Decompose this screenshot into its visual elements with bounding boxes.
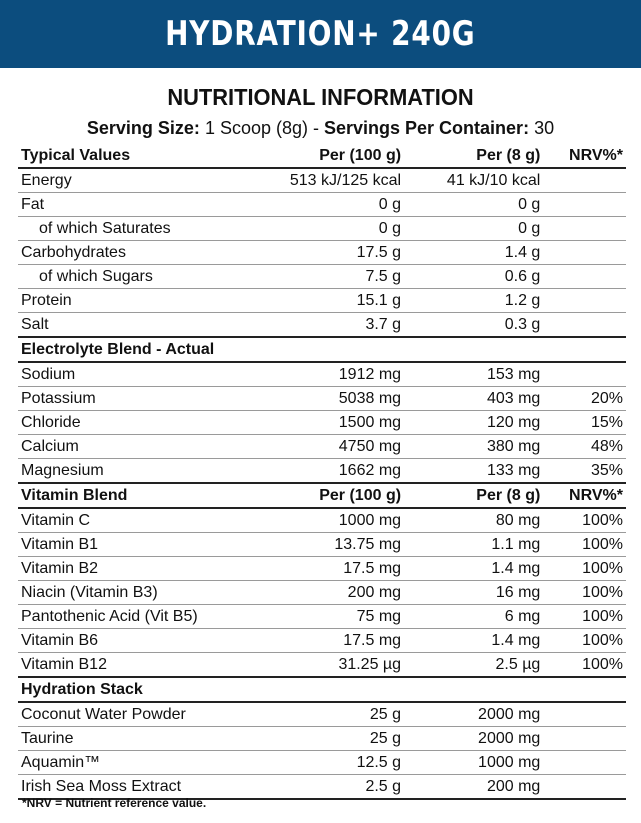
table-row bbox=[18, 605, 626, 629]
row-per-8g: 0.6 g bbox=[405, 265, 544, 289]
row-per-8g: 80 mg bbox=[405, 508, 544, 533]
table-row bbox=[18, 313, 626, 338]
row-per-100g: 2.5 g bbox=[287, 775, 405, 800]
column-header-per-100g: Per (100 g) bbox=[287, 483, 405, 508]
row-name: Energy bbox=[18, 168, 287, 193]
table-row bbox=[18, 241, 626, 265]
table-row bbox=[18, 727, 626, 751]
row-per-8g: 1.2 g bbox=[405, 289, 544, 313]
servings-per-container-value: 30 bbox=[534, 118, 555, 138]
footnote: *NRV = Nutrient reference value. bbox=[22, 796, 207, 810]
section-header-hydration-stack bbox=[18, 677, 626, 702]
row-per-8g: 1.4 mg bbox=[405, 557, 544, 581]
row-name: Vitamin B2 bbox=[18, 557, 287, 581]
row-name: Salt bbox=[18, 313, 287, 338]
row-per-8g: 403 mg bbox=[405, 387, 544, 411]
row-nrv bbox=[544, 702, 626, 727]
servings-per-container-label: Servings Per Container: bbox=[324, 118, 530, 138]
row-per-100g: 0 g bbox=[287, 217, 405, 241]
row-nrv: 48% bbox=[544, 435, 626, 459]
section-header-electrolytes bbox=[18, 337, 626, 362]
table-row bbox=[18, 557, 626, 581]
row-name: Potassium bbox=[18, 387, 287, 411]
row-per-8g: 0 g bbox=[405, 193, 544, 217]
row-name: Irish Sea Moss Extract bbox=[18, 775, 287, 800]
row-per-100g: 25 g bbox=[287, 727, 405, 751]
table-row bbox=[18, 168, 626, 193]
row-per-8g: 380 mg bbox=[405, 435, 544, 459]
row-per-100g: 31.25 µg bbox=[287, 653, 405, 678]
row-name: Calcium bbox=[18, 435, 287, 459]
table-row bbox=[18, 629, 626, 653]
row-per-100g: 12.5 g bbox=[287, 751, 405, 775]
table-header-row bbox=[18, 144, 626, 168]
row-per-100g: 4750 mg bbox=[287, 435, 405, 459]
table-row bbox=[18, 533, 626, 557]
table-row bbox=[18, 265, 626, 289]
row-per-100g: 17.5 g bbox=[287, 241, 405, 265]
section-title: Electrolyte Blend - Actual bbox=[18, 337, 626, 362]
row-name: of which Sugars bbox=[18, 265, 287, 289]
row-nrv: 20% bbox=[544, 387, 626, 411]
row-nrv bbox=[544, 265, 626, 289]
row-per-100g: 513 kJ/125 kcal bbox=[287, 168, 405, 193]
row-per-100g: 0 g bbox=[287, 193, 405, 217]
table-row bbox=[18, 217, 626, 241]
row-nrv bbox=[544, 727, 626, 751]
row-per-8g: 16 mg bbox=[405, 581, 544, 605]
row-per-100g: 1912 mg bbox=[287, 362, 405, 387]
row-per-8g: 6 mg bbox=[405, 605, 544, 629]
row-per-100g: 17.5 mg bbox=[287, 557, 405, 581]
column-header-nrv: NRV%* bbox=[544, 483, 626, 508]
row-nrv: 100% bbox=[544, 581, 626, 605]
section-header-vitamins bbox=[18, 483, 626, 508]
table-row bbox=[18, 508, 626, 533]
row-per-100g: 3.7 g bbox=[287, 313, 405, 338]
table-row bbox=[18, 289, 626, 313]
row-nrv bbox=[544, 241, 626, 265]
row-name: Chloride bbox=[18, 411, 287, 435]
nutrition-table bbox=[18, 144, 626, 800]
row-per-8g: 133 mg bbox=[405, 459, 544, 484]
row-per-100g: 1000 mg bbox=[287, 508, 405, 533]
row-nrv bbox=[544, 217, 626, 241]
row-name: Aquamin™ bbox=[18, 751, 287, 775]
row-nrv bbox=[544, 362, 626, 387]
row-nrv bbox=[544, 168, 626, 193]
row-nrv: 100% bbox=[544, 533, 626, 557]
banner bbox=[0, 0, 641, 68]
page-title: NUTRITIONAL INFORMATION bbox=[167, 84, 474, 110]
row-per-8g: 0 g bbox=[405, 217, 544, 241]
row-nrv bbox=[544, 775, 626, 800]
row-per-8g: 1000 mg bbox=[405, 751, 544, 775]
row-per-8g: 2000 mg bbox=[405, 727, 544, 751]
row-nrv bbox=[544, 313, 626, 338]
row-name: Vitamin C bbox=[18, 508, 287, 533]
serving-size-label: Serving Size: bbox=[86, 118, 200, 138]
row-name: Carbohydrates bbox=[18, 241, 287, 265]
column-header-nrv: NRV%* bbox=[544, 144, 626, 168]
row-per-8g: 1.1 mg bbox=[405, 533, 544, 557]
row-name: Fat bbox=[18, 193, 287, 217]
column-header-per-8g: Per (8 g) bbox=[405, 483, 544, 508]
row-per-8g: 153 mg bbox=[405, 362, 544, 387]
row-name: Coconut Water Powder bbox=[18, 702, 287, 727]
row-per-8g: 120 mg bbox=[405, 411, 544, 435]
table-row bbox=[18, 459, 626, 484]
row-nrv: 100% bbox=[544, 629, 626, 653]
row-per-100g: 17.5 mg bbox=[287, 629, 405, 653]
row-name: Niacin (Vitamin B3) bbox=[18, 581, 287, 605]
row-nrv: 35% bbox=[544, 459, 626, 484]
row-name: Sodium bbox=[18, 362, 287, 387]
row-name: Magnesium bbox=[18, 459, 287, 484]
table-row bbox=[18, 362, 626, 387]
column-header-per-8g: Per (8 g) bbox=[405, 144, 544, 168]
table-row bbox=[18, 581, 626, 605]
row-per-100g: 1500 mg bbox=[287, 411, 405, 435]
row-per-8g: 2.5 µg bbox=[405, 653, 544, 678]
row-nrv: 100% bbox=[544, 653, 626, 678]
column-header-typical-values: Typical Values bbox=[18, 144, 287, 168]
row-nrv bbox=[544, 751, 626, 775]
row-name: Taurine bbox=[18, 727, 287, 751]
row-per-100g: 25 g bbox=[287, 702, 405, 727]
row-per-100g: 200 mg bbox=[287, 581, 405, 605]
row-per-8g: 2000 mg bbox=[405, 702, 544, 727]
section-title: Hydration Stack bbox=[18, 677, 626, 702]
row-per-8g: 41 kJ/10 kcal bbox=[405, 168, 544, 193]
row-per-8g: 1.4 g bbox=[405, 241, 544, 265]
row-per-100g: 75 mg bbox=[287, 605, 405, 629]
table-row bbox=[18, 702, 626, 727]
table-row bbox=[18, 193, 626, 217]
serving-size-value: 1 Scoop (8g) - bbox=[204, 118, 324, 138]
table-row bbox=[18, 751, 626, 775]
row-per-8g: 200 mg bbox=[405, 775, 544, 800]
row-nrv: 100% bbox=[544, 605, 626, 629]
row-name: of which Saturates bbox=[18, 217, 287, 241]
table-row bbox=[18, 653, 626, 678]
row-per-8g: 0.3 g bbox=[405, 313, 544, 338]
row-per-100g: 1662 mg bbox=[287, 459, 405, 484]
row-name: Protein bbox=[18, 289, 287, 313]
row-name: Vitamin B6 bbox=[18, 629, 287, 653]
row-per-8g: 1.4 mg bbox=[405, 629, 544, 653]
row-nrv: 100% bbox=[544, 508, 626, 533]
table-row bbox=[18, 387, 626, 411]
section-title: Vitamin Blend bbox=[18, 483, 287, 508]
row-per-100g: 13.75 mg bbox=[287, 533, 405, 557]
row-per-100g: 7.5 g bbox=[287, 265, 405, 289]
row-name: Pantothenic Acid (Vit B5) bbox=[18, 605, 287, 629]
table-row bbox=[18, 411, 626, 435]
column-header-per-100g: Per (100 g) bbox=[287, 144, 405, 168]
row-nrv bbox=[544, 289, 626, 313]
row-name: Vitamin B12 bbox=[18, 653, 287, 678]
row-nrv: 15% bbox=[544, 411, 626, 435]
row-nrv: 100% bbox=[544, 557, 626, 581]
row-per-100g: 15.1 g bbox=[287, 289, 405, 313]
product-title: HYDRATION+ 240G bbox=[165, 14, 476, 54]
serving-info bbox=[0, 115, 641, 141]
row-nrv bbox=[544, 193, 626, 217]
row-per-100g: 5038 mg bbox=[287, 387, 405, 411]
table-row bbox=[18, 435, 626, 459]
row-name: Vitamin B1 bbox=[18, 533, 287, 557]
